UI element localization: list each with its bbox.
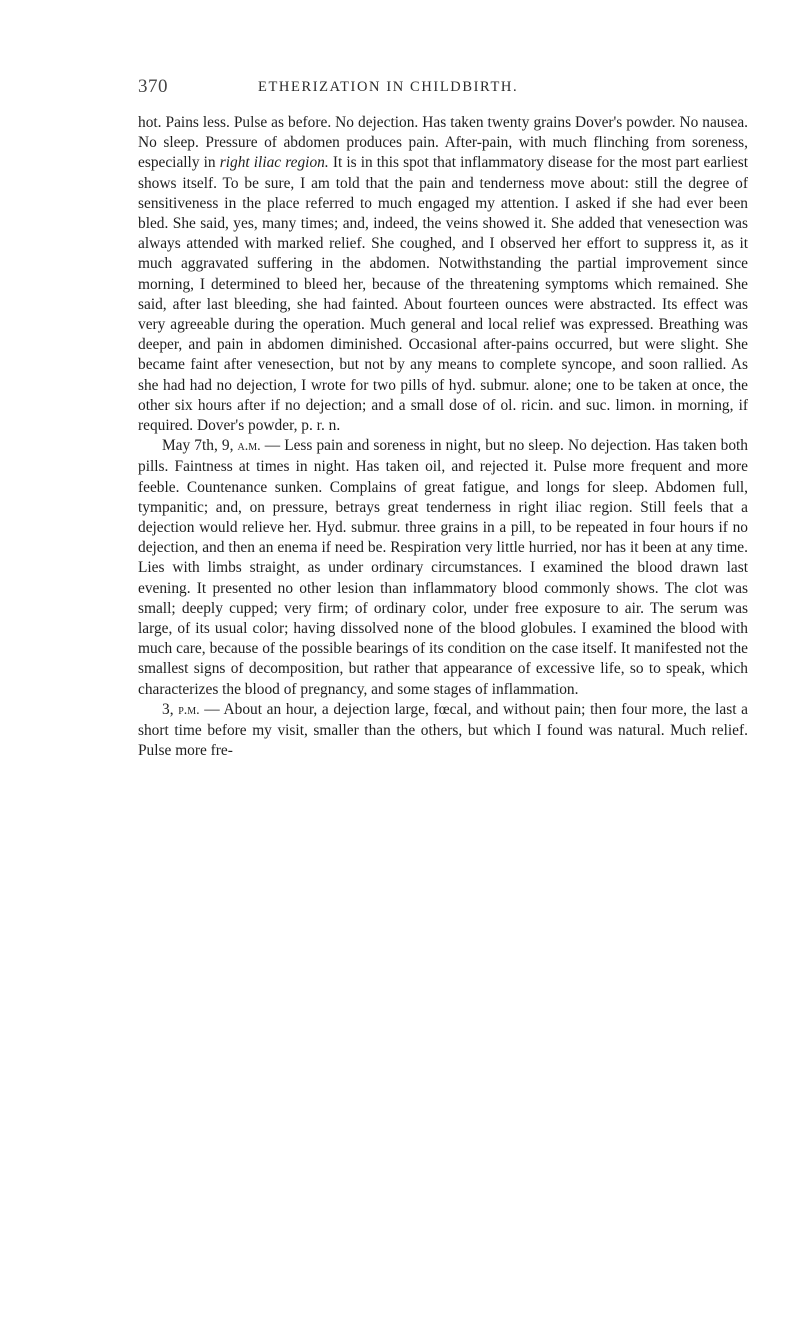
paragraph-3 (138, 700, 748, 762)
paragraph-3-time-marker: p.m. (178, 702, 200, 718)
paragraph-1-text-2: It is in this spot that inflammatory disease for the most part earliest shows itself. To be sure, I am told that the pain and tenderness move about: still the degree of sensitiveness in the place referred to much engaged my attention. I asked if she had ever been bled. She said, yes, many times; and, indeed, the veins showed it. She added that venesection was always attended with marked relief. She coughed, and I observed her effort to suppress it, as it much aggravated suffering in the abdomen. Notwithstanding the partial improvement since morning, I determined to bleed her, because of the threatening symptoms which remained. She said, after last bleeding, she had fainted. About fourteen ounces were abstracted. Its effect was very agreeable during the operation. Much general and local relief was expressed. Breathing was deeper, and pain in abdomen diminished. Occasional after-pains occurred, but were slight. She became faint after venesection, but not by any means to complete syncope, and soon rallied. As she had had no dejection, I wrote for two pills of hyd. submur. alone; one to be taken at once, the other six hours after if no dejection; and a small dose of ol. ricin. and suc. limon. in morning, if required. Dover's powder, p. r. n. (138, 154, 748, 435)
paragraph-1-italic-phrase: right iliac region. (219, 154, 329, 172)
paragraph-2-date: May 7th, 9, (162, 437, 238, 455)
paragraph-2-text: — Less pain and soreness in night, but no sleep. No dejection. Has taken both pills. Faintness at times in night. Has taken oil, and rejected it. Pulse more frequent and more feeble. Countenance sunken. Complains of great fatigue, and longs for sleep. Abdomen full, tympanitic; and, on pressure, betrays great tenderness in right iliac region. Still feels that a dejection would relieve her. Hyd. submur. three grains in a pill, to be repeated in four hours if no dejection, and then an enema if need be. Respiration very little hurried, nor has it been at any time. Lies with limbs straight, as under ordinary circumstances. I examined the blood drawn last evening. It presented no other lesion than inflammatory blood commonly shows. The clot was small; deeply cupped; very firm; of ordinary color, under free exposure to air. The serum was large, of its usual color; having dissolved none of the blood globules. I examined the blood with much care, because of the possible bearings of its condition on the case itself. It manifested not the smallest signs of decomposition, but rather that appearance of excessive life, so to speak, which characterizes the blood of pregnancy, and some stages of inflammation. (138, 437, 749, 698)
running-head: ETHERIZATION IN CHILDBIRTH. (258, 79, 519, 95)
body-text (138, 113, 748, 762)
page-header (138, 76, 748, 100)
paragraph-1-text-1: hot. Pains less. Pulse as before. No dejection. Has taken twenty grains Dover's powder. No nausea. No sleep. Pressure of abdomen produces pain. After-pain, with much flinching from soreness, especially in (138, 114, 748, 172)
paragraph-2 (138, 436, 748, 700)
paragraph-3-text: — About an hour, a dejection large, fœcal, and without pain; then four more, the last a short time before my visit, smaller than the others, but which I found was natural. Much relief. Pulse more fre- (138, 700, 748, 760)
paragraph-2-time-marker: a.m. (237, 439, 261, 455)
paragraph-3-hour: 3, (162, 700, 179, 718)
paragraph-1 (138, 113, 748, 436)
page-number: 370 (138, 76, 168, 97)
